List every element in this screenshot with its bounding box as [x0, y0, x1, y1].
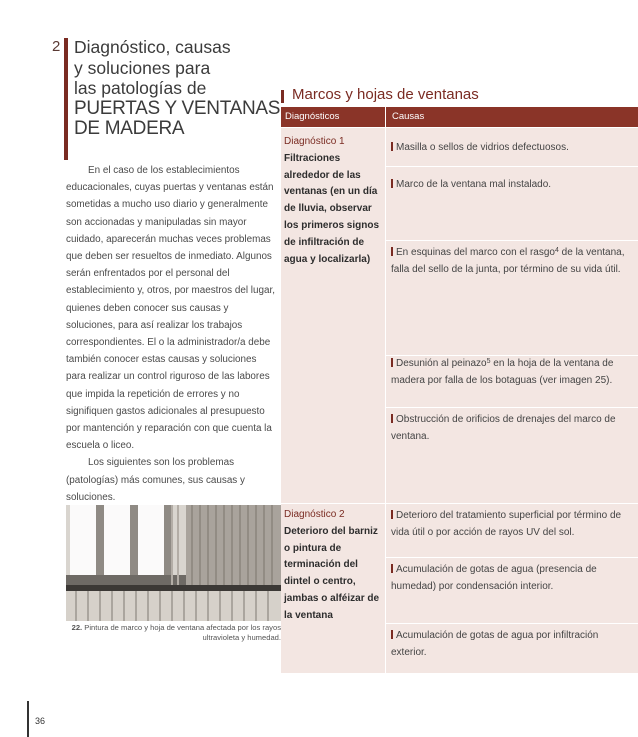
cause-text — [391, 139, 631, 156]
section-title-line: PUERTAS Y VENTANAS — [74, 97, 281, 119]
footnote-ref-5: 5 — [486, 358, 491, 365]
section-title-line: Diagnóstico, causas — [74, 37, 231, 57]
cause-2-2: Acumulación de gotas de agua (presencia de humedad) por condensación interior. — [391, 564, 597, 592]
diagnosis-table — [281, 107, 638, 673]
section-title-line: DE MADERA — [74, 118, 185, 139]
table-title: Marcos y hojas de ventanas — [292, 86, 479, 103]
cause-text — [391, 176, 631, 193]
cause-cell — [386, 241, 638, 355]
cause-text — [391, 355, 631, 389]
section-title — [74, 37, 294, 140]
header-diagnosticos: Diagnósticos — [281, 107, 385, 127]
cause-1-4-pre: Desunión al peinazo — [396, 358, 487, 369]
bullet-marker — [391, 179, 393, 188]
cause-1-4-post: en la hoja de la ventana de madera por falla de los botaguas (ver imagen 25). — [391, 358, 614, 386]
section-number: 2 — [52, 38, 61, 55]
cause-cell — [386, 167, 638, 240]
diagnosis-1-label: Diagnóstico 1 — [284, 136, 345, 147]
photo-caption-number: 22. — [71, 623, 83, 632]
cause-text — [391, 411, 631, 445]
page-number-bar — [27, 701, 29, 737]
cause-1-3-pre: En esquinas del marco con el rasgo — [396, 247, 555, 258]
cause-cell — [386, 408, 638, 503]
diagnosis-1-text — [284, 134, 384, 268]
diagnosis-1-cell — [281, 128, 385, 503]
section-accent-bar — [64, 38, 68, 160]
cause-2-1: Deterioro del tratamiento superficial por término de vida útil o por acción de rayos UV del sol. — [391, 510, 622, 538]
cause-text — [391, 561, 631, 595]
bullet-marker — [391, 142, 393, 151]
intro-paragraph: Los siguientes son los problemas (patologías) más comunes, sus causas y soluciones. — [66, 457, 245, 503]
section-title-line: y soluciones para — [74, 57, 211, 78]
window-photo-image — [66, 505, 281, 621]
photo-caption — [66, 623, 281, 643]
bullet-marker — [391, 510, 393, 519]
cause-2-3: Acumulación de gotas de agua por infiltración exterior. — [391, 630, 599, 658]
bullet-marker — [391, 414, 393, 423]
cause-text — [391, 244, 631, 278]
cause-text — [391, 627, 631, 661]
page-number: 36 — [35, 716, 46, 726]
table-title-bar — [281, 90, 284, 103]
cause-cell — [386, 558, 638, 623]
cause-cell — [386, 128, 638, 166]
bullet-marker — [391, 247, 393, 256]
cause-text — [391, 507, 631, 541]
cause-1-3-post: de la ventana, falla del sello de la junta, por término de su vida útil. — [391, 247, 625, 275]
bullet-marker — [391, 564, 393, 573]
cause-1-2: Marco de la ventana mal instalado. — [396, 179, 552, 190]
cause-1-1: Masilla o sellos de vidrios defectuosos. — [396, 142, 569, 153]
diagnosis-2-text — [284, 507, 384, 625]
diagnosis-2-description: Deterioro del barniz o pintura de terminación del dintel o centro, jambas o alféizar de la ventana — [284, 525, 380, 621]
intro-paragraph: En el caso de los establecimientos educacionales, cuyas puertas y ventanas están sometidas a mucho uso diario y generalmente son accionadas y manipuladas sin mayor cuidado, aparecerán muchas veces problemas que deben ser resueltos de inmediato. Algunos serán enfrentados por el personal del establecimiento y, otros, por maestros del lugar, quienes deben conocer sus causas y soluciones, para así realizar los trabajos correspondientes. El o la administrador/a debe también conocer estas causas y soluciones para realizar un control riguroso de las labores que impida la repetición de errores y no signifiquen gastos adicionales al presupuesto por mantención y reparación con que cuenta la escuela o liceo. — [66, 165, 275, 452]
diagnosis-2-label: Diagnóstico 2 — [284, 509, 345, 520]
section-title-line: las patologías de — [74, 78, 207, 98]
cause-cell — [386, 356, 638, 407]
diagnosis-2-cell — [281, 504, 385, 673]
bullet-marker — [391, 630, 393, 639]
cause-cell — [386, 624, 638, 673]
header-causas: Causas — [386, 107, 638, 127]
cause-1-5: Obstrucción de orificios de drenajes del marco de ventana. — [391, 414, 616, 442]
cause-cell — [386, 504, 638, 557]
footnote-ref-4: 4 — [554, 247, 559, 254]
diagnosis-1-description: Filtraciones alrededor de las ventanas (en un día de lluvia, observar los primeros signos de infiltración de agua y localizarla) — [284, 152, 380, 265]
window-photo — [66, 505, 281, 621]
intro-text — [66, 162, 276, 506]
photo-caption-text: Pintura de marco y hoja de ventana afectada por los rayos ultravioleta y humedad. — [84, 623, 281, 642]
bullet-marker — [391, 358, 393, 367]
